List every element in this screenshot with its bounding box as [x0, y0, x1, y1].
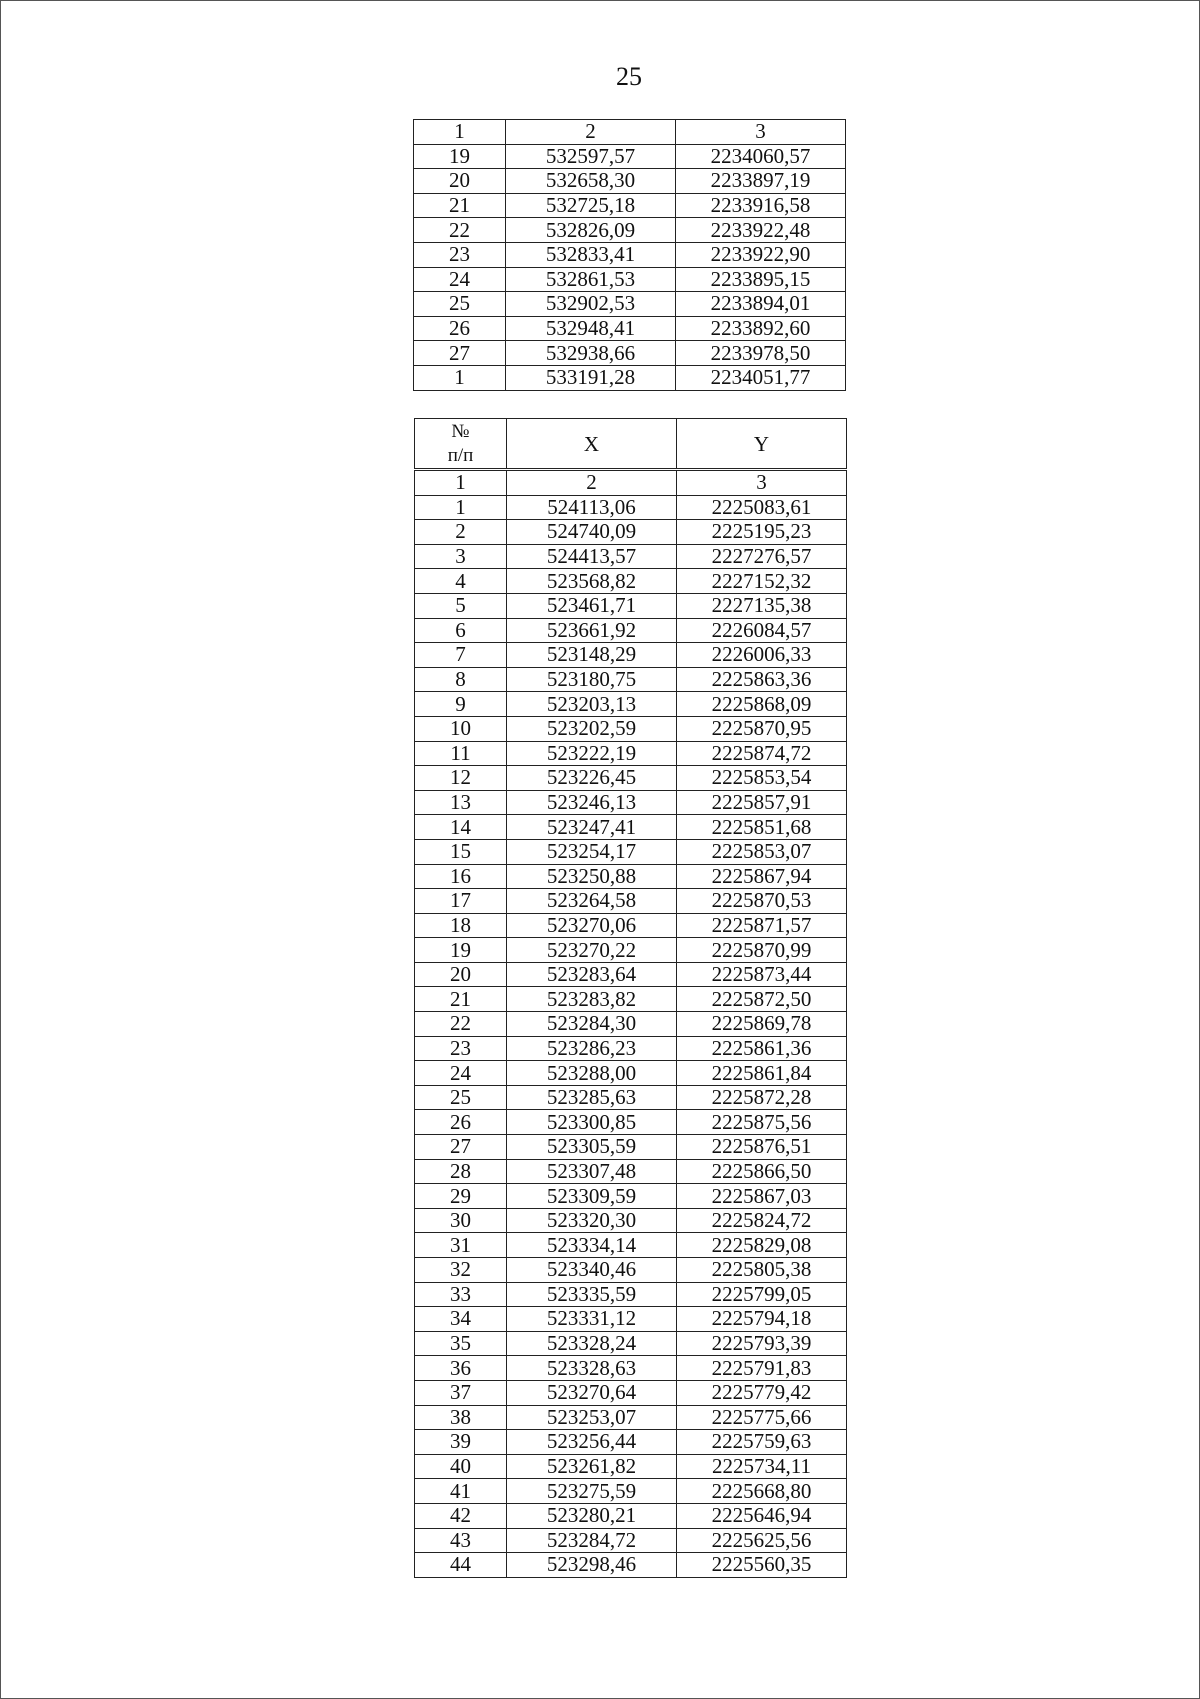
x-coordinate-cell: 523307,48	[507, 1159, 677, 1184]
table-row	[415, 1184, 847, 1209]
point-number-cell: 4	[415, 569, 507, 594]
y-coordinate-cell: 2225861,36	[677, 1036, 847, 1061]
point-number-cell: 11	[415, 741, 507, 766]
point-number-cell: 19	[415, 938, 507, 963]
table-row	[415, 1233, 847, 1258]
point-number-cell: 10	[415, 716, 507, 741]
y-coordinate-cell: 2225759,63	[677, 1430, 847, 1455]
x-coordinate-cell: 532725,18	[506, 193, 676, 218]
y-coordinate-cell: 2225870,53	[677, 889, 847, 914]
y-coordinate-cell: 2233922,90	[676, 242, 846, 267]
table-row	[415, 1454, 847, 1479]
table-row	[415, 766, 847, 791]
x-coordinate-cell: 523335,59	[507, 1282, 677, 1307]
y-coordinate-cell: 2225560,35	[677, 1553, 847, 1578]
y-coordinate-cell: 2225868,09	[677, 692, 847, 717]
point-number-cell: 27	[415, 1135, 507, 1160]
x-coordinate-cell: 523180,75	[507, 667, 677, 692]
point-number-cell: 21	[415, 987, 507, 1012]
x-coordinate-cell: 523288,00	[507, 1061, 677, 1086]
x-coordinate-cell: 532938,66	[506, 341, 676, 366]
y-coordinate-cell: 2225873,44	[677, 962, 847, 987]
table-row	[415, 1110, 847, 1135]
table-row	[415, 1036, 847, 1061]
y-coordinate-cell: 2234060,57	[676, 144, 846, 169]
x-coordinate-cell: 523270,22	[507, 938, 677, 963]
y-coordinate-cell: 2225734,11	[677, 1454, 847, 1479]
x-coordinate-cell: 524740,09	[507, 520, 677, 545]
table-row	[415, 1208, 847, 1233]
point-number-cell: 25	[415, 1085, 507, 1110]
table-row	[415, 667, 847, 692]
page-number: 25	[616, 62, 642, 91]
point-number-cell: 6	[415, 618, 507, 643]
column-number-cell: 3	[676, 120, 846, 145]
x-coordinate-cell: 523253,07	[507, 1405, 677, 1430]
table-row	[415, 1430, 847, 1455]
y-coordinate-cell: 2225829,08	[677, 1233, 847, 1258]
x-coordinate-cell: 532948,41	[506, 316, 676, 341]
table-row	[415, 864, 847, 889]
x-coordinate-cell: 523270,64	[507, 1380, 677, 1405]
point-number-cell: 40	[415, 1454, 507, 1479]
table-row	[415, 593, 847, 618]
table-row	[415, 741, 847, 766]
table-row	[415, 1479, 847, 1504]
y-coordinate-cell: 2225871,57	[677, 913, 847, 938]
table-row	[415, 913, 847, 938]
point-number-cell: 30	[415, 1208, 507, 1233]
table-row	[414, 267, 846, 292]
x-coordinate-cell: 523661,92	[507, 618, 677, 643]
point-number-cell: 33	[415, 1282, 507, 1307]
column-numbers-row	[414, 120, 846, 145]
point-number-cell: 25	[414, 292, 506, 317]
table-row	[415, 1331, 847, 1356]
x-coordinate-cell: 523305,59	[507, 1135, 677, 1160]
point-number-cell: 34	[415, 1307, 507, 1332]
y-coordinate-cell: 2225851,68	[677, 815, 847, 840]
x-coordinate-cell: 523247,41	[507, 815, 677, 840]
x-coordinate-cell: 523222,19	[507, 741, 677, 766]
point-number-cell: 21	[414, 193, 506, 218]
point-number-cell: 13	[415, 790, 507, 815]
y-coordinate-cell: 2233892,60	[676, 316, 846, 341]
table-row	[415, 1012, 847, 1037]
x-coordinate-cell: 524113,06	[507, 495, 677, 520]
header-x: X	[507, 419, 677, 470]
y-coordinate-cell: 2226006,33	[677, 643, 847, 668]
y-coordinate-cell: 2225779,42	[677, 1380, 847, 1405]
x-coordinate-cell: 532861,53	[506, 267, 676, 292]
table-row	[415, 520, 847, 545]
table-row	[415, 618, 847, 643]
y-coordinate-cell: 2225793,39	[677, 1331, 847, 1356]
y-coordinate-cell: 2233897,19	[676, 169, 846, 194]
table-row	[414, 218, 846, 243]
y-coordinate-cell: 2225805,38	[677, 1258, 847, 1283]
y-coordinate-cell: 2233894,01	[676, 292, 846, 317]
table-row	[415, 1553, 847, 1578]
table-row	[414, 365, 846, 390]
x-coordinate-cell: 523309,59	[507, 1184, 677, 1209]
table-row	[415, 1159, 847, 1184]
y-coordinate-cell: 2225853,07	[677, 839, 847, 864]
x-coordinate-cell: 533191,28	[506, 365, 676, 390]
point-number-cell: 43	[415, 1528, 507, 1553]
y-coordinate-cell: 2225870,95	[677, 716, 847, 741]
y-coordinate-cell: 2225668,80	[677, 1479, 847, 1504]
y-coordinate-cell: 2225863,36	[677, 667, 847, 692]
point-number-cell: 35	[415, 1331, 507, 1356]
y-coordinate-cell: 2225870,99	[677, 938, 847, 963]
point-number-cell: 42	[415, 1503, 507, 1528]
y-coordinate-cell: 2227152,32	[677, 569, 847, 594]
x-coordinate-cell: 532833,41	[506, 242, 676, 267]
point-number-cell: 7	[415, 643, 507, 668]
y-coordinate-cell: 2227276,57	[677, 544, 847, 569]
y-coordinate-cell: 2225867,03	[677, 1184, 847, 1209]
x-coordinate-cell: 523328,63	[507, 1356, 677, 1381]
x-coordinate-cell: 523283,64	[507, 962, 677, 987]
table-row	[415, 987, 847, 1012]
header-number-sign: №	[451, 420, 470, 442]
x-coordinate-cell: 523331,12	[507, 1307, 677, 1332]
table-row	[415, 643, 847, 668]
y-coordinate-cell: 2225646,94	[677, 1503, 847, 1528]
x-coordinate-cell: 532826,09	[506, 218, 676, 243]
y-coordinate-cell: 2233922,48	[676, 218, 846, 243]
table-row	[415, 790, 847, 815]
point-number-cell: 22	[414, 218, 506, 243]
y-coordinate-cell: 2225824,72	[677, 1208, 847, 1233]
column-number-cell: 3	[677, 470, 847, 496]
y-coordinate-cell: 2225625,56	[677, 1528, 847, 1553]
x-coordinate-cell: 532902,53	[506, 292, 676, 317]
point-number-cell: 36	[415, 1356, 507, 1381]
x-coordinate-cell: 523328,24	[507, 1331, 677, 1356]
y-coordinate-cell: 2225853,54	[677, 766, 847, 791]
x-coordinate-cell: 532597,57	[506, 144, 676, 169]
y-coordinate-cell: 2225867,94	[677, 864, 847, 889]
point-number-cell: 28	[415, 1159, 507, 1184]
y-coordinate-cell: 2225861,84	[677, 1061, 847, 1086]
x-coordinate-cell: 523320,30	[507, 1208, 677, 1233]
y-coordinate-cell: 2225794,18	[677, 1307, 847, 1332]
table-row	[415, 569, 847, 594]
y-coordinate-cell: 2233916,58	[676, 193, 846, 218]
column-numbers-row	[415, 470, 847, 496]
x-coordinate-cell: 523203,13	[507, 692, 677, 717]
point-number-cell: 9	[415, 692, 507, 717]
table-row	[415, 716, 847, 741]
point-number-cell: 23	[415, 1036, 507, 1061]
x-coordinate-cell: 523280,21	[507, 1503, 677, 1528]
point-number-cell: 37	[415, 1380, 507, 1405]
table-row	[414, 169, 846, 194]
table-row	[415, 889, 847, 914]
table-row	[415, 962, 847, 987]
x-coordinate-cell: 523300,85	[507, 1110, 677, 1135]
point-number-cell: 1	[414, 365, 506, 390]
coordinates-table	[414, 418, 847, 1578]
point-number-cell: 19	[414, 144, 506, 169]
point-number-cell: 18	[415, 913, 507, 938]
x-coordinate-cell: 523226,45	[507, 766, 677, 791]
table-row	[415, 1356, 847, 1381]
x-coordinate-cell: 523298,46	[507, 1553, 677, 1578]
x-coordinate-cell: 532658,30	[506, 169, 676, 194]
table-row	[415, 1258, 847, 1283]
y-coordinate-cell: 2225791,83	[677, 1356, 847, 1381]
table-row	[415, 938, 847, 963]
point-number-cell: 39	[415, 1430, 507, 1455]
table-row	[415, 1135, 847, 1160]
point-number-cell: 41	[415, 1479, 507, 1504]
y-coordinate-cell: 2225874,72	[677, 741, 847, 766]
table-row	[415, 1380, 847, 1405]
point-number-cell: 17	[415, 889, 507, 914]
table-row	[415, 1528, 847, 1553]
x-coordinate-cell: 523261,82	[507, 1454, 677, 1479]
point-number-cell: 38	[415, 1405, 507, 1430]
column-number-cell: 2	[506, 120, 676, 145]
header-point-number	[415, 419, 507, 470]
table-row	[415, 839, 847, 864]
x-coordinate-cell: 523275,59	[507, 1479, 677, 1504]
y-coordinate-cell: 2225869,78	[677, 1012, 847, 1037]
x-coordinate-cell: 523285,63	[507, 1085, 677, 1110]
x-coordinate-cell: 523286,23	[507, 1036, 677, 1061]
y-coordinate-cell: 2225775,66	[677, 1405, 847, 1430]
point-number-cell: 1	[415, 495, 507, 520]
table-row	[414, 292, 846, 317]
point-number-cell: 20	[415, 962, 507, 987]
point-number-cell: 8	[415, 667, 507, 692]
x-coordinate-cell: 523568,82	[507, 569, 677, 594]
header-y: Y	[677, 419, 847, 470]
point-number-cell: 5	[415, 593, 507, 618]
x-coordinate-cell: 523270,06	[507, 913, 677, 938]
point-number-cell: 24	[415, 1061, 507, 1086]
y-coordinate-cell: 2225799,05	[677, 1282, 847, 1307]
y-coordinate-cell: 2225876,51	[677, 1135, 847, 1160]
table-row	[414, 242, 846, 267]
table-row	[414, 341, 846, 366]
x-coordinate-cell: 523283,82	[507, 987, 677, 1012]
table-row	[414, 316, 846, 341]
x-coordinate-cell: 523284,30	[507, 1012, 677, 1037]
point-number-cell: 15	[415, 839, 507, 864]
coordinates-table-continuation	[413, 119, 846, 391]
point-number-cell: 26	[415, 1110, 507, 1135]
table-row	[415, 815, 847, 840]
table-row	[415, 1503, 847, 1528]
table-row	[414, 144, 846, 169]
point-number-cell: 23	[414, 242, 506, 267]
point-number-cell: 32	[415, 1258, 507, 1283]
x-coordinate-cell: 523256,44	[507, 1430, 677, 1455]
point-number-cell: 12	[415, 766, 507, 791]
table-row	[415, 1405, 847, 1430]
point-number-cell: 31	[415, 1233, 507, 1258]
point-number-cell: 24	[414, 267, 506, 292]
x-coordinate-cell: 523284,72	[507, 1528, 677, 1553]
point-number-cell: 26	[414, 316, 506, 341]
y-coordinate-cell: 2225872,28	[677, 1085, 847, 1110]
x-coordinate-cell: 523340,46	[507, 1258, 677, 1283]
table-row	[415, 1307, 847, 1332]
y-coordinate-cell: 2227135,38	[677, 593, 847, 618]
point-number-cell: 14	[415, 815, 507, 840]
y-coordinate-cell: 2225866,50	[677, 1159, 847, 1184]
x-coordinate-cell: 523334,14	[507, 1233, 677, 1258]
x-coordinate-cell: 524413,57	[507, 544, 677, 569]
x-coordinate-cell: 523254,17	[507, 839, 677, 864]
column-number-cell: 1	[415, 470, 507, 496]
point-number-cell: 20	[414, 169, 506, 194]
y-coordinate-cell: 2233978,50	[676, 341, 846, 366]
table-row	[415, 544, 847, 569]
y-coordinate-cell: 2234051,77	[676, 365, 846, 390]
point-number-cell: 27	[414, 341, 506, 366]
x-coordinate-cell: 523202,59	[507, 716, 677, 741]
table-row	[415, 495, 847, 520]
point-number-cell: 16	[415, 864, 507, 889]
x-coordinate-cell: 523250,88	[507, 864, 677, 889]
table-row	[415, 1282, 847, 1307]
table-row	[415, 1061, 847, 1086]
y-coordinate-cell: 2225872,50	[677, 987, 847, 1012]
x-coordinate-cell: 523264,58	[507, 889, 677, 914]
column-number-cell: 1	[414, 120, 506, 145]
point-number-cell: 29	[415, 1184, 507, 1209]
y-coordinate-cell: 2225875,56	[677, 1110, 847, 1135]
y-coordinate-cell: 2233895,15	[676, 267, 846, 292]
column-number-cell: 2	[507, 470, 677, 496]
point-number-cell: 2	[415, 520, 507, 545]
x-coordinate-cell: 523148,29	[507, 643, 677, 668]
table-row	[415, 1085, 847, 1110]
table-row	[415, 692, 847, 717]
header-row	[415, 419, 847, 470]
table-row	[414, 193, 846, 218]
point-number-cell: 44	[415, 1553, 507, 1578]
y-coordinate-cell: 2225195,23	[677, 520, 847, 545]
x-coordinate-cell: 523461,71	[507, 593, 677, 618]
y-coordinate-cell: 2226084,57	[677, 618, 847, 643]
point-number-cell: 3	[415, 544, 507, 569]
x-coordinate-cell: 523246,13	[507, 790, 677, 815]
y-coordinate-cell: 2225083,61	[677, 495, 847, 520]
y-coordinate-cell: 2225857,91	[677, 790, 847, 815]
point-number-cell: 22	[415, 1012, 507, 1037]
header-ordinal-abbrev: п/п	[447, 444, 474, 466]
